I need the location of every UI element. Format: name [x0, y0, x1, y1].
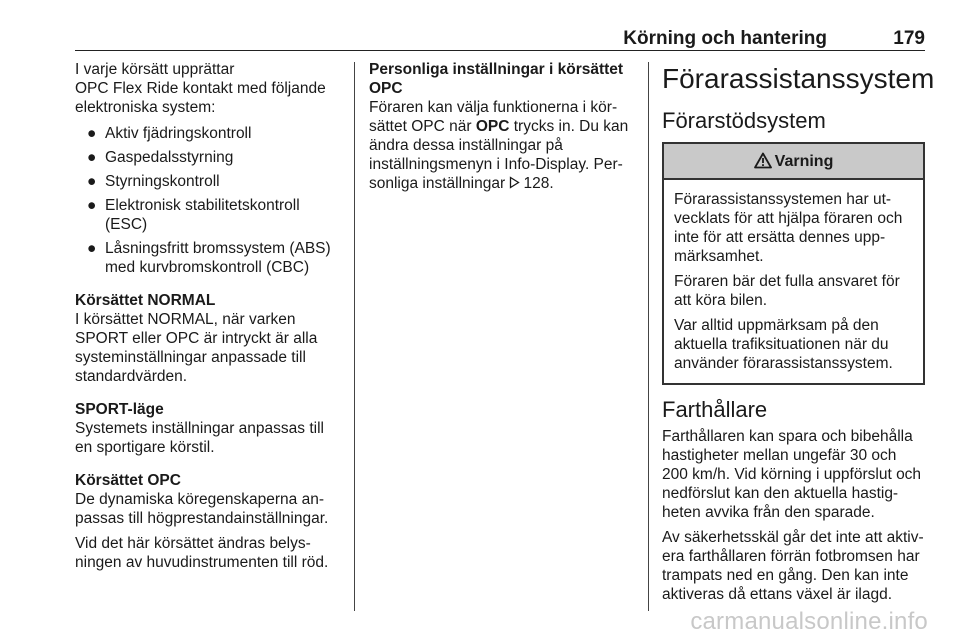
warning-icon — [754, 152, 772, 169]
list-item: ● Elektronisk stabilitetskontroll (ESC) — [87, 197, 300, 233]
section-heading: Personliga inställningar i körsättet OPC — [369, 61, 624, 97]
section-paragraph: Vid det här körsättet ändras belys- ningen av huvudinstrumenten till röd. — [75, 535, 329, 571]
bullet-icon: ● — [87, 240, 97, 257]
list-item: ● Aktiv fjädringskontroll — [87, 125, 252, 142]
system-list — [75, 124, 345, 277]
opc-button-label: OPC — [475, 118, 510, 135]
chapter-heading: Förarassistanssystem — [662, 63, 935, 94]
section-paragraph: Föraren kan välja funktionerna i kör- sättet OPC när OPC trycks in. Du kan ändra dessa inställningar på inställningsmenyn i Info-Display. Per- sonliga inställningar 128. — [369, 99, 629, 192]
reference-arrow-icon — [509, 176, 520, 189]
section-paragraph: Av säkerhetsskäl går det inte att aktiv- era farthållaren förrän fotbromsen har trampats ned en gång. Den kan inte aktiveras då ettans växel är ilagd. — [662, 529, 924, 603]
subsection-heading: Farthållare — [662, 397, 768, 422]
bullet-icon: ● — [87, 173, 97, 190]
bullet-icon: ● — [87, 197, 97, 214]
warning-header: Varning — [664, 144, 923, 180]
header-rule — [75, 50, 925, 51]
section-paragraph: I körsättet NORMAL, när varken SPORT eller OPC är intryckt är alla systeminställningar anpassade till standardvärden. — [75, 311, 318, 385]
bullet-icon: ● — [87, 125, 97, 142]
watermark-url: carmanualsonline.info — [690, 608, 928, 635]
section-heading: SPORT-läge — [75, 401, 164, 418]
column-divider — [648, 62, 649, 611]
section-paragraph: Farthållaren kan spara och bibehålla hastigheter mellan ungefär 30 och 200 km/h. Vid körning i uppförslut och nedförslut kan den aktuella hastig- heten avvika från den sparade. — [662, 428, 922, 521]
chapter-title: Körning och hantering — [623, 28, 827, 49]
list-item: ● Gaspedalsstyrning — [87, 149, 234, 166]
section-heading: Körsättet OPC — [75, 472, 181, 489]
section-heading: Körsättet NORMAL — [75, 292, 216, 309]
column-3 — [662, 60, 935, 610]
list-item: ● Styrningskontroll — [87, 173, 220, 190]
page-reference-link[interactable]: 128. — [509, 175, 553, 192]
column-1 — [75, 60, 345, 578]
section-normal — [75, 291, 345, 386]
section-sport — [75, 400, 345, 457]
column-divider — [354, 62, 355, 611]
page-number: 179 — [893, 28, 925, 49]
section-opc — [75, 471, 345, 572]
subsection-heading: Förarstödsystem — [662, 108, 826, 133]
section-paragraph: Systemets inställningar anpassas till en sportigare körstil. — [75, 420, 324, 456]
section-paragraph: De dynamiska köregenskaperna an- passas till högprestandainställningar. — [75, 491, 329, 527]
warning-box — [662, 142, 925, 385]
bullet-icon: ● — [87, 149, 97, 166]
list-item: ● Låsningsfritt bromssystem (ABS) med kurvbromskontroll (CBC) — [87, 240, 331, 276]
intro-paragraph: I varje körsätt upprättar OPC Flex Ride kontakt med följande elektroniska system: — [75, 61, 326, 116]
warning-body: Förarassistanssystemen har ut- vecklats för att hjälpa föraren och inte för att ersätta dennes upp- märksamhet. Föraren bär det fulla ansvaret för att köra bilen. Var alltid uppmärksam på den aktuella trafiksituationen när du använder förarassistanssystem. — [674, 191, 903, 372]
column-2 — [369, 60, 639, 199]
page-header — [75, 28, 925, 50]
